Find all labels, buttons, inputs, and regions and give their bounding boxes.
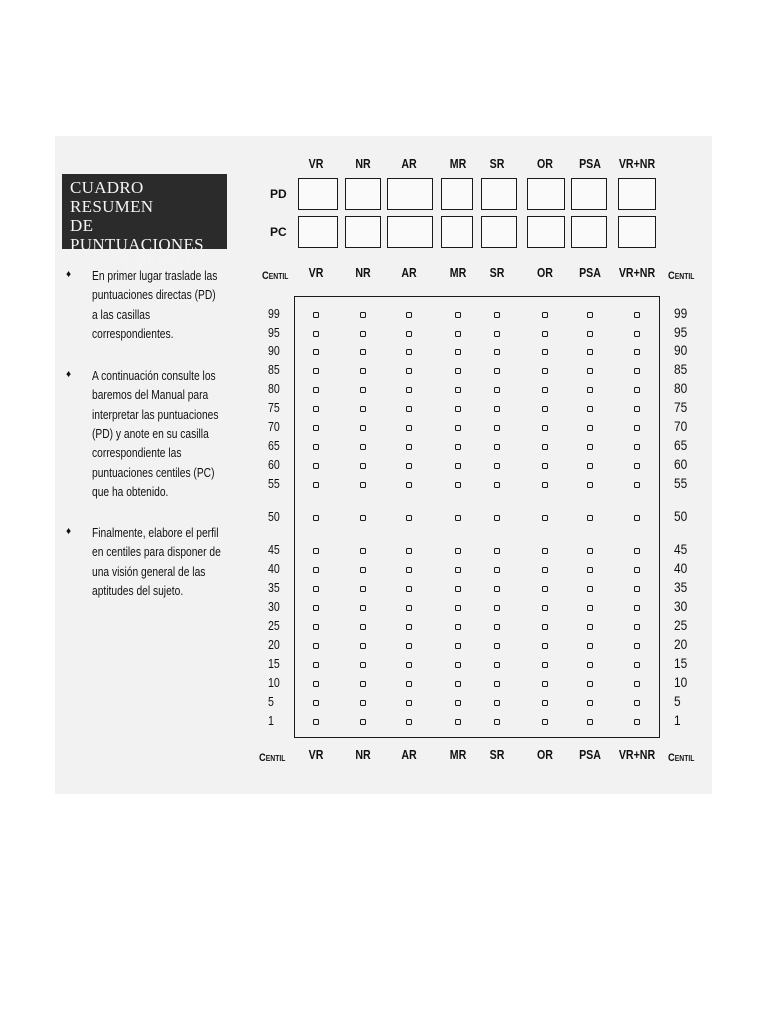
centile-label-right: 40 <box>674 560 688 576</box>
score-row-label-pd: PD <box>270 187 287 201</box>
centile-label-left: 60 <box>268 458 280 472</box>
profile-point[interactable] <box>360 349 366 355</box>
profile-point[interactable] <box>313 643 319 649</box>
profile-point[interactable] <box>360 605 366 611</box>
instruction-line: que ha obtenido. <box>92 484 169 499</box>
title-line-3: Y PERFIL <box>120 254 195 273</box>
profile-point[interactable] <box>587 643 593 649</box>
profile-point[interactable] <box>542 368 548 374</box>
column-header-vr: VR <box>308 157 324 171</box>
column-header-psa: PSA <box>579 748 601 762</box>
profile-point[interactable] <box>406 444 412 450</box>
score-box-pd-sr[interactable] <box>481 178 517 210</box>
profile-point[interactable] <box>587 349 593 355</box>
score-box-pc-psa[interactable] <box>571 216 607 248</box>
profile-point[interactable] <box>406 515 412 521</box>
column-header-psa: PSA <box>579 266 601 280</box>
instruction-line: (PD) y anote en su casilla <box>92 426 209 441</box>
profile-point[interactable] <box>494 515 500 521</box>
profile-point[interactable] <box>634 719 640 725</box>
score-box-pd-psa[interactable] <box>571 178 607 210</box>
column-header-nr: NR <box>355 157 371 171</box>
profile-point[interactable] <box>542 662 548 668</box>
profile-point[interactable] <box>455 624 461 630</box>
column-header-ar: AR <box>401 748 417 762</box>
profile-point[interactable] <box>494 368 500 374</box>
profile-point[interactable] <box>587 548 593 554</box>
profile-point[interactable] <box>587 387 593 393</box>
profile-point[interactable] <box>494 662 500 668</box>
profile-point[interactable] <box>313 463 319 469</box>
profile-point[interactable] <box>634 312 640 318</box>
profile-point[interactable] <box>360 548 366 554</box>
profile-point[interactable] <box>360 425 366 431</box>
column-header-vr-plus-nr: VR+NR <box>618 266 656 280</box>
score-box-pd-or[interactable] <box>527 178 565 210</box>
score-box-pd-mr[interactable] <box>441 178 473 210</box>
instruction-line: Finalmente, elabore el perfil <box>92 526 219 540</box>
profile-point[interactable] <box>406 586 412 592</box>
score-box-pd-vr-plus-nr[interactable] <box>618 178 656 210</box>
profile-point[interactable] <box>542 605 548 611</box>
profile-point[interactable] <box>455 482 461 488</box>
score-box-pd-nr[interactable] <box>345 178 381 210</box>
centile-label-left: 35 <box>268 581 280 595</box>
profile-point[interactable] <box>313 681 319 687</box>
profile-point[interactable] <box>542 515 548 521</box>
centil-header: Centil <box>668 270 695 282</box>
profile-point[interactable] <box>313 719 319 725</box>
profile-point[interactable] <box>313 387 319 393</box>
profile-point[interactable] <box>406 662 412 668</box>
profile-point[interactable] <box>634 368 640 374</box>
instruction-line: aptitudes del sujeto. <box>92 583 184 598</box>
profile-point[interactable] <box>455 368 461 374</box>
profile-point[interactable] <box>406 681 412 687</box>
profile-point[interactable] <box>494 387 500 393</box>
centile-label-left: 99 <box>268 307 280 321</box>
profile-point[interactable] <box>587 425 593 431</box>
profile-point[interactable] <box>542 349 548 355</box>
profile-point[interactable] <box>587 681 593 687</box>
profile-point[interactable] <box>406 387 412 393</box>
profile-point[interactable] <box>406 463 412 469</box>
profile-point[interactable] <box>494 605 500 611</box>
profile-point[interactable] <box>587 331 593 337</box>
profile-point[interactable] <box>542 482 548 488</box>
profile-point[interactable] <box>494 312 500 318</box>
score-box-pc-sr[interactable] <box>481 216 517 248</box>
profile-point[interactable] <box>406 312 412 318</box>
profile-point[interactable] <box>360 586 366 592</box>
profile-point[interactable] <box>313 349 319 355</box>
profile-point[interactable] <box>494 624 500 630</box>
profile-point[interactable] <box>634 681 640 687</box>
profile-point[interactable] <box>634 624 640 630</box>
profile-point[interactable] <box>455 387 461 393</box>
profile-point[interactable] <box>360 681 366 687</box>
profile-point[interactable] <box>313 605 319 611</box>
profile-point[interactable] <box>313 482 319 488</box>
profile-point[interactable] <box>494 567 500 573</box>
profile-point[interactable] <box>494 643 500 649</box>
profile-point[interactable] <box>634 548 640 554</box>
profile-point[interactable] <box>634 425 640 431</box>
centile-label-right: 60 <box>674 456 688 472</box>
profile-point[interactable] <box>542 444 548 450</box>
instruction-line: baremos del Manual para <box>92 388 209 403</box>
profile-point[interactable] <box>634 331 640 337</box>
column-header-ar: AR <box>401 266 417 280</box>
profile-point[interactable] <box>455 515 461 521</box>
centile-label-left: 10 <box>268 676 280 690</box>
centile-label-left: 95 <box>268 326 280 340</box>
instruction-line: correspondientes. <box>92 326 174 341</box>
profile-point[interactable] <box>542 387 548 393</box>
profile-point[interactable] <box>634 349 640 355</box>
centile-label-left: 50 <box>268 510 280 524</box>
profile-point[interactable] <box>455 349 461 355</box>
column-header-mr: MR <box>449 157 467 171</box>
profile-point[interactable] <box>360 567 366 573</box>
centile-label-left: 45 <box>268 543 280 557</box>
profile-point[interactable] <box>313 662 319 668</box>
centile-label-left: 30 <box>268 600 280 614</box>
profile-point[interactable] <box>542 586 548 592</box>
bullet-icon: ♦ <box>66 369 72 380</box>
centile-label-right: 35 <box>674 579 688 595</box>
profile-point[interactable] <box>494 463 500 469</box>
centile-label-right: 45 <box>674 541 688 557</box>
profile-point[interactable] <box>406 700 412 706</box>
centile-label-right: 65 <box>674 437 688 453</box>
profile-point[interactable] <box>587 515 593 521</box>
centile-label-left: 75 <box>268 401 280 415</box>
profile-point[interactable] <box>494 349 500 355</box>
profile-point[interactable] <box>587 444 593 450</box>
profile-point[interactable] <box>455 719 461 725</box>
column-header-or: OR <box>537 266 553 280</box>
profile-point[interactable] <box>455 681 461 687</box>
profile-point[interactable] <box>360 624 366 630</box>
centile-label-left: 80 <box>268 382 280 396</box>
profile-point[interactable] <box>494 548 500 554</box>
profile-point[interactable] <box>360 643 366 649</box>
profile-point[interactable] <box>634 463 640 469</box>
profile-point[interactable] <box>455 567 461 573</box>
profile-point[interactable] <box>494 406 500 412</box>
instruction-line: una visión general de las <box>92 564 206 579</box>
profile-point[interactable] <box>542 643 548 649</box>
column-header-nr: NR <box>355 748 371 762</box>
profile-point[interactable] <box>313 444 319 450</box>
centile-label-left: 20 <box>268 638 280 652</box>
profile-point[interactable] <box>587 700 593 706</box>
score-box-pc-vr[interactable] <box>298 216 338 248</box>
profile-point[interactable] <box>634 567 640 573</box>
title-line-2: DE PUNTUACIONES <box>70 216 204 254</box>
profile-point[interactable] <box>313 586 319 592</box>
column-header-vr: VR <box>308 748 324 762</box>
profile-point[interactable] <box>587 586 593 592</box>
profile-point[interactable] <box>542 548 548 554</box>
profile-point[interactable] <box>455 605 461 611</box>
profile-point[interactable] <box>455 700 461 706</box>
profile-point[interactable] <box>455 463 461 469</box>
profile-point[interactable] <box>542 681 548 687</box>
instruction-line: puntuaciones directas (PD) <box>92 288 216 303</box>
profile-point[interactable] <box>634 605 640 611</box>
centile-label-right: 90 <box>674 342 688 358</box>
instruction-line: correspondiente las <box>92 446 182 461</box>
profile-point[interactable] <box>313 331 319 337</box>
centile-label-right: 20 <box>674 636 688 652</box>
profile-point[interactable] <box>542 624 548 630</box>
profile-point[interactable] <box>360 662 366 668</box>
column-header-ar: AR <box>401 157 417 171</box>
instruction-line: en centiles para disponer de <box>92 545 221 560</box>
profile-point[interactable] <box>634 643 640 649</box>
profile-point[interactable] <box>360 482 366 488</box>
profile-point[interactable] <box>455 425 461 431</box>
instruction-line: A continuación consulte los <box>92 369 216 383</box>
centile-label-right: 75 <box>674 399 688 415</box>
column-header-vr-plus-nr: VR+NR <box>618 748 656 762</box>
profile-point[interactable] <box>455 662 461 668</box>
profile-point[interactable] <box>360 312 366 318</box>
score-box-pc-nr[interactable] <box>345 216 381 248</box>
profile-point[interactable] <box>455 406 461 412</box>
profile-point[interactable] <box>360 406 366 412</box>
column-header-vr-plus-nr: VR+NR <box>618 157 656 171</box>
centile-label-right: 5 <box>674 693 681 709</box>
centile-label-right: 50 <box>674 508 688 524</box>
profile-point[interactable] <box>406 406 412 412</box>
profile-point[interactable] <box>542 312 548 318</box>
profile-point[interactable] <box>494 719 500 725</box>
centile-label-right: 10 <box>674 674 688 690</box>
profile-point[interactable] <box>313 368 319 374</box>
title-line-1: CUADRO RESUMEN <box>70 178 154 216</box>
profile-point[interactable] <box>360 368 366 374</box>
score-row-label-pc: PC <box>270 225 287 239</box>
centil-header: Centil <box>668 752 695 764</box>
centile-label-left: 5 <box>268 695 274 709</box>
centile-label-right: 30 <box>674 598 688 614</box>
profile-point[interactable] <box>494 482 500 488</box>
profile-point[interactable] <box>313 515 319 521</box>
centile-label-right: 85 <box>674 361 688 377</box>
score-box-pc-ar[interactable] <box>387 216 433 248</box>
profile-point[interactable] <box>360 719 366 725</box>
profile-point[interactable] <box>406 643 412 649</box>
column-header-mr: MR <box>449 748 467 762</box>
profile-point[interactable] <box>406 368 412 374</box>
profile-point[interactable] <box>587 368 593 374</box>
profile-point[interactable] <box>494 681 500 687</box>
score-box-pd-vr[interactable] <box>298 178 338 210</box>
profile-point[interactable] <box>542 425 548 431</box>
score-box-pc-mr[interactable] <box>441 216 473 248</box>
profile-point[interactable] <box>634 406 640 412</box>
column-header-sr: SR <box>489 157 505 171</box>
profile-point[interactable] <box>634 515 640 521</box>
instruction-line: interpretar las puntuaciones <box>92 407 219 422</box>
centile-label-left: 85 <box>268 363 280 377</box>
column-header-vr: VR <box>308 266 324 280</box>
centile-label-right: 95 <box>674 324 688 340</box>
profile-point[interactable] <box>313 567 319 573</box>
column-header-nr: NR <box>355 266 371 280</box>
centile-label-left: 1 <box>268 714 274 728</box>
profile-point[interactable] <box>455 312 461 318</box>
centile-label-left: 40 <box>268 562 280 576</box>
profile-point[interactable] <box>360 463 366 469</box>
profile-point[interactable] <box>542 331 548 337</box>
column-header-mr: MR <box>449 266 467 280</box>
profile-point[interactable] <box>542 567 548 573</box>
profile-point[interactable] <box>406 331 412 337</box>
profile-point[interactable] <box>313 425 319 431</box>
profile-point[interactable] <box>455 643 461 649</box>
profile-point[interactable] <box>542 719 548 725</box>
profile-point[interactable] <box>542 700 548 706</box>
profile-point[interactable] <box>406 567 412 573</box>
centile-label-left: 70 <box>268 420 280 434</box>
centile-label-right: 15 <box>674 655 688 671</box>
profile-point[interactable] <box>406 425 412 431</box>
profile-point[interactable] <box>455 586 461 592</box>
centile-label-right: 55 <box>674 475 688 491</box>
profile-point[interactable] <box>313 406 319 412</box>
centile-label-right: 1 <box>674 712 681 728</box>
score-box-pc-vr-plus-nr[interactable] <box>618 216 656 248</box>
profile-point[interactable] <box>406 482 412 488</box>
centil-header: Centil <box>259 752 286 764</box>
centile-label-right: 99 <box>674 305 688 321</box>
profile-point[interactable] <box>406 548 412 554</box>
profile-point[interactable] <box>634 586 640 592</box>
centile-label-left: 65 <box>268 439 280 453</box>
profile-point[interactable] <box>406 605 412 611</box>
bullet-icon: ♦ <box>66 526 72 537</box>
profile-point[interactable] <box>634 387 640 393</box>
profile-point[interactable] <box>587 624 593 630</box>
profile-point[interactable] <box>587 567 593 573</box>
profile-point[interactable] <box>455 548 461 554</box>
column-header-sr: SR <box>489 266 505 280</box>
profile-point[interactable] <box>587 463 593 469</box>
profile-point[interactable] <box>406 349 412 355</box>
centil-header: Centil <box>262 270 289 282</box>
centile-label-right: 25 <box>674 617 688 633</box>
score-box-pc-or[interactable] <box>527 216 565 248</box>
centile-label-right: 80 <box>674 380 688 396</box>
profile-point[interactable] <box>313 624 319 630</box>
profile-point[interactable] <box>587 719 593 725</box>
column-header-psa: PSA <box>579 157 601 171</box>
profile-point[interactable] <box>360 515 366 521</box>
instruction-line: En primer lugar traslade las <box>92 269 218 283</box>
profile-point[interactable] <box>634 662 640 668</box>
profile-point[interactable] <box>360 387 366 393</box>
profile-point[interactable] <box>360 444 366 450</box>
centile-label-right: 70 <box>674 418 688 434</box>
profile-point[interactable] <box>542 463 548 469</box>
centile-label-left: 90 <box>268 344 280 358</box>
title-block <box>62 174 227 273</box>
profile-point[interactable] <box>634 482 640 488</box>
column-header-sr: SR <box>489 748 505 762</box>
profile-point[interactable] <box>455 331 461 337</box>
centile-label-left: 15 <box>268 657 280 671</box>
instruction-line: a las casillas <box>92 307 151 322</box>
score-box-pd-ar[interactable] <box>387 178 433 210</box>
instruction-line: puntuaciones centiles (PC) <box>92 465 215 480</box>
profile-point[interactable] <box>360 331 366 337</box>
profile-grid-frame <box>294 296 660 738</box>
centile-label-left: 55 <box>268 477 280 491</box>
bullet-icon: ♦ <box>66 269 72 280</box>
profile-point[interactable] <box>455 444 461 450</box>
centile-label-left: 25 <box>268 619 280 633</box>
profile-point[interactable] <box>587 406 593 412</box>
profile-point[interactable] <box>494 331 500 337</box>
profile-point[interactable] <box>313 700 319 706</box>
profile-point[interactable] <box>406 719 412 725</box>
column-header-or: OR <box>537 157 553 171</box>
profile-point[interactable] <box>634 700 640 706</box>
profile-point[interactable] <box>634 444 640 450</box>
profile-point[interactable] <box>542 406 548 412</box>
profile-point[interactable] <box>587 662 593 668</box>
profile-point[interactable] <box>313 312 319 318</box>
profile-point[interactable] <box>360 700 366 706</box>
profile-point[interactable] <box>494 586 500 592</box>
profile-point[interactable] <box>406 624 412 630</box>
profile-point[interactable] <box>313 548 319 554</box>
profile-point[interactable] <box>587 605 593 611</box>
column-header-or: OR <box>537 748 553 762</box>
profile-point[interactable] <box>494 425 500 431</box>
profile-point[interactable] <box>587 312 593 318</box>
profile-point[interactable] <box>494 700 500 706</box>
profile-point[interactable] <box>494 444 500 450</box>
profile-point[interactable] <box>587 482 593 488</box>
